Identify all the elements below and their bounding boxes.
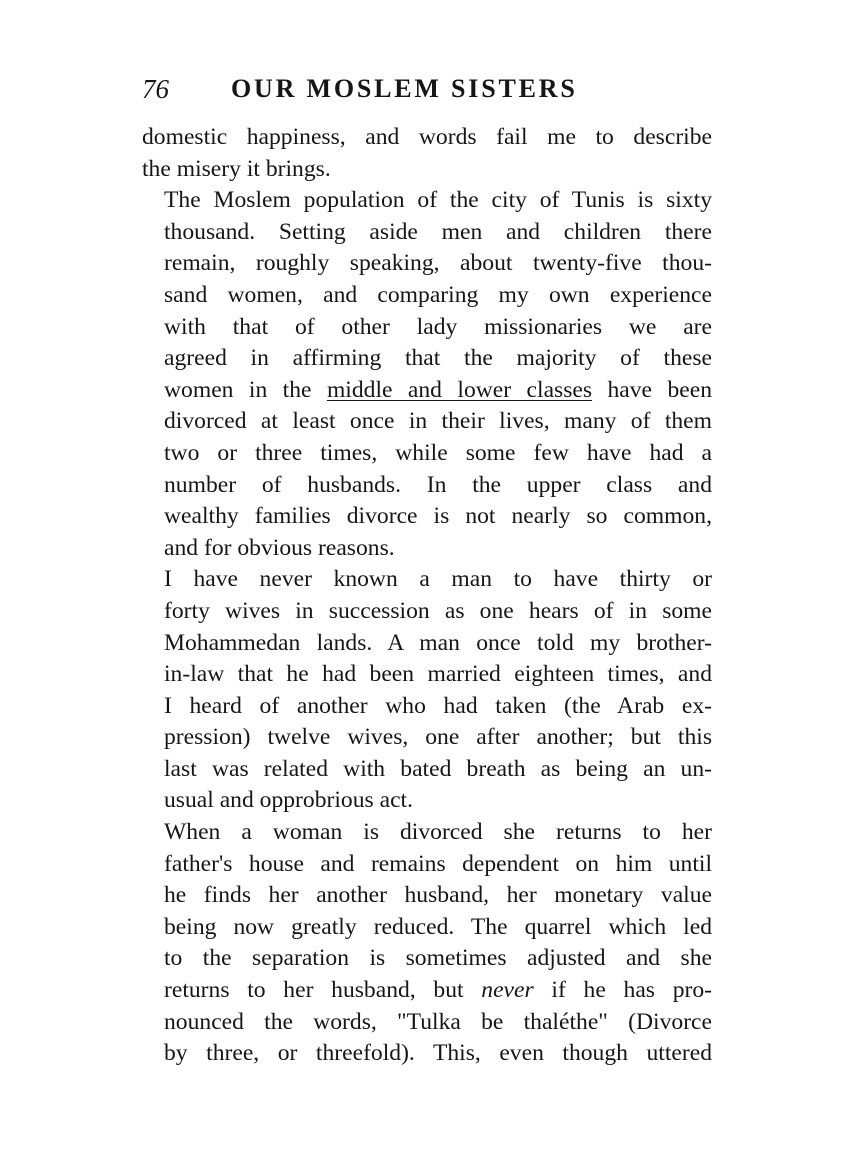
line-suffix: have been: [592, 376, 713, 403]
text-line: two or three times, while some few have had a: [164, 439, 712, 466]
text-line: pression) twelve wives, one after another; but this: [164, 724, 712, 751]
paragraph-4: [142, 817, 712, 1070]
underlined-phrase: middle and lower classes: [326, 376, 593, 403]
text-line: forty wives in succession as one hears of in some: [164, 597, 712, 624]
text-line: and for obvious reasons.: [164, 534, 395, 561]
line-suffix: if he has pro-: [533, 977, 712, 1004]
text-line: domestic happiness, and words fail me to describe: [142, 124, 712, 150]
paragraph-1: [142, 122, 712, 185]
text-line: with that of other lady missionaries we are: [164, 313, 712, 340]
text-line: wealthy families divorce is not nearly so common,: [164, 503, 712, 530]
text-line: the misery it brings.: [142, 155, 331, 182]
text-line: he finds her another husband, her monetary value: [164, 882, 712, 909]
text-line: to the separation is sometimes adjusted and she: [164, 945, 712, 972]
paragraph-2: [142, 185, 712, 564]
text-line-with-italic: [142, 975, 712, 1007]
text-line: Mohammedan lands. A man once told my brother-: [164, 629, 712, 656]
text-line: usual and opprobrious act.: [164, 787, 413, 814]
running-title: OUR MOSLEM SISTERS: [231, 74, 578, 103]
text-line: remain, roughly speaking, about twenty-five thou-: [164, 250, 712, 277]
italic-word: never: [481, 977, 534, 1004]
text-line: I have never known a man to have thirty or: [164, 566, 712, 593]
text-line-with-underline: [142, 375, 712, 407]
text-line: When a woman is divorced she returns to her: [164, 819, 712, 846]
text-line: agreed in affirming that the majority of these: [164, 345, 712, 372]
page-header: [142, 72, 712, 112]
text-line: in-law that he had been married eighteen times, and: [164, 661, 712, 688]
text-line: thousand. Setting aside men and children there: [164, 218, 712, 245]
line-prefix: women in the: [164, 376, 327, 403]
text-line: number of husbands. In the upper class and: [164, 471, 712, 498]
text-line: I heard of another who had taken (the Arab ex-: [164, 692, 712, 719]
page-number: 76: [142, 74, 169, 104]
text-line: last was related with bated breath as being an un-: [164, 755, 712, 782]
book-page: [142, 72, 712, 1070]
text-line: being now greatly reduced. The quarrel which led: [164, 913, 712, 940]
line-prefix: returns to her husband, but: [164, 977, 482, 1004]
text-line: nounced the words, "Tulka be thaléthe" (Divorce: [164, 1008, 712, 1035]
text-line: by three, or threefold). This, even though uttered: [164, 1040, 712, 1067]
paragraph-3: [142, 564, 712, 817]
text-line: divorced at least once in their lives, many of them: [164, 408, 712, 435]
text-line: father's house and remains dependent on him until: [164, 850, 712, 877]
text-line: sand women, and comparing my own experience: [164, 281, 712, 308]
text-line: The Moslem population of the city of Tunis is sixty: [164, 187, 712, 214]
